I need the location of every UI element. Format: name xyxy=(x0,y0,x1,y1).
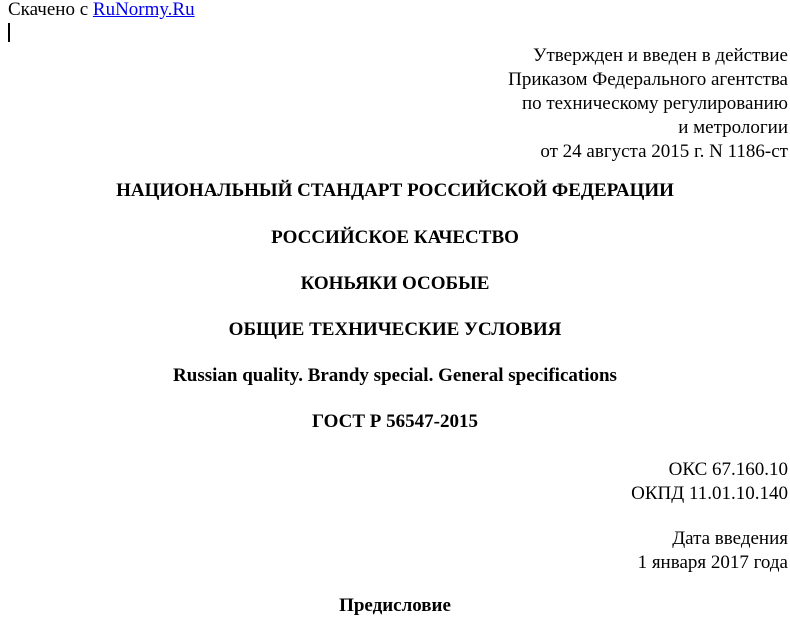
english-title: Russian quality. Brandy special. General specifications xyxy=(173,365,617,386)
runormy-link[interactable]: RuNormy.Ru xyxy=(92,0,195,20)
introduction-date-value: 1 января 2017 года xyxy=(637,552,788,573)
product-title: КОНЬЯКИ ОСОБЫЕ xyxy=(300,273,490,294)
approval-block xyxy=(508,44,788,164)
approval-line-4: и метрологии xyxy=(678,117,788,138)
preface-heading: Предисловие xyxy=(339,595,451,616)
text-cursor xyxy=(8,23,10,42)
classification-codes xyxy=(631,458,788,506)
approval-line-2: Приказом Федерального агентства xyxy=(508,69,788,90)
approval-line-3: по техническому регулированию xyxy=(521,93,788,114)
approval-line-5: от 24 августа 2015 г. N 1186-ст xyxy=(540,141,788,162)
russian-quality-title: РОССИЙСКОЕ КАЧЕСТВО xyxy=(271,227,519,248)
approval-line-1: Утвержден и введен в действие xyxy=(533,45,788,66)
introduction-date-block xyxy=(638,527,788,575)
gost-number: ГОСТ Р 56547-2015 xyxy=(312,411,478,432)
download-source-prefix: Скачено с xyxy=(8,0,93,20)
oks-code: ОКС 67.160.10 xyxy=(668,459,788,480)
conditions-title: ОБЩИЕ ТЕХНИЧЕСКИЕ УСЛОВИЯ xyxy=(228,319,562,340)
introduction-date-label: Дата введения xyxy=(672,528,788,549)
download-source-line xyxy=(8,0,195,20)
national-standard-title: НАЦИОНАЛЬНЫЙ СТАНДАРТ РОССИЙСКОЙ ФЕДЕРАЦИИ xyxy=(116,180,674,201)
okpd-code: ОКПД 11.01.10.140 xyxy=(631,483,788,504)
